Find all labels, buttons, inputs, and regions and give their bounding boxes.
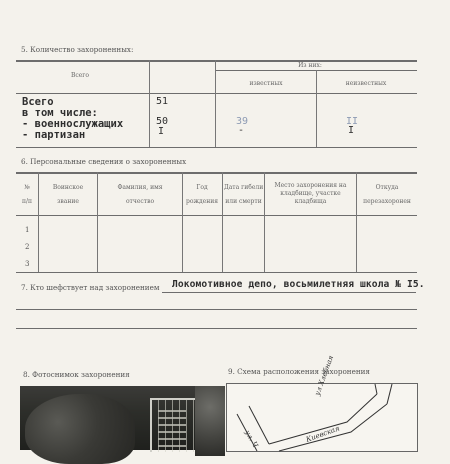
unknown-partisans: I xyxy=(348,125,355,136)
col-burial-place xyxy=(266,182,355,206)
col-death-date-l2: или смерти xyxy=(225,198,262,206)
col-reburied-from-l2: перезахоронен xyxy=(363,198,411,206)
street-label-kievskaya: Киевская xyxy=(304,424,341,444)
header-of-them: Из них: xyxy=(298,62,322,69)
section7-line-2 xyxy=(16,309,417,310)
header-total: Всего xyxy=(70,72,90,79)
col-birth-year xyxy=(183,184,221,206)
row-number-1: 1 xyxy=(25,226,30,234)
street-label-khlebnaya: ул Хлебная xyxy=(313,354,336,397)
col-death-date-l1: Дата гибели xyxy=(223,184,264,191)
col-fullname xyxy=(99,184,181,206)
col-fullname-l1: Фамилия, имя xyxy=(117,184,163,191)
photo-fence xyxy=(158,410,186,448)
col-birth-year-l1: Год xyxy=(196,184,208,191)
col-number xyxy=(18,184,36,206)
header-unknown: неизвестных xyxy=(345,80,387,87)
unknown-servicemen: II xyxy=(346,116,359,127)
table5-top-border xyxy=(16,60,417,62)
col-burial-place-l3: кладбища xyxy=(294,198,327,206)
col-burial-place-l1: Место захоронения на xyxy=(274,182,347,189)
col-rank xyxy=(40,184,96,206)
total-servicemen: 50 xyxy=(156,116,169,127)
row-label-partisans: - партизан xyxy=(22,129,86,142)
scheme-road-top-b xyxy=(387,384,392,404)
section7-patron-value: Локомотивное депо, восьмилетняя школа № I5. xyxy=(172,279,425,290)
row-label-total: Всего xyxy=(22,96,54,108)
table5-col-divider-1 xyxy=(149,60,150,147)
col-reburied-from xyxy=(357,184,417,206)
col-reburied-from-l1: Откуда xyxy=(375,184,399,191)
known-servicemen: 39 xyxy=(236,116,249,127)
col-number-l2: п/п xyxy=(21,198,33,206)
table6-col-divider-2 xyxy=(97,172,98,272)
section5-title: 5. Количество захороненных: xyxy=(21,45,134,54)
burial-photo xyxy=(20,386,216,450)
row-labels xyxy=(22,97,123,141)
total-partisans: I xyxy=(158,126,165,137)
col-rank-l1: Воинское xyxy=(52,184,84,191)
table6-bottom-border xyxy=(16,272,417,273)
street-label-ul-ch: ул. Ч xyxy=(243,429,260,449)
photo-tree-right xyxy=(195,386,225,456)
table5-bottom-border xyxy=(16,147,417,148)
table5-col-divider-2 xyxy=(215,60,216,147)
photo-tree-left xyxy=(25,394,135,464)
scheme-road-top-a xyxy=(375,384,377,394)
col-death-date xyxy=(223,184,264,206)
table6-col-divider-5 xyxy=(264,172,265,272)
table6-col-divider-1 xyxy=(38,172,39,272)
section7-line-3 xyxy=(16,328,417,329)
col-burial-place-l2: кладбище, участке xyxy=(280,190,341,198)
section8-title: 8. Фотоснимок захоронения xyxy=(23,370,130,379)
row-label-including: в том числе: xyxy=(22,107,98,120)
row-number-2: 2 xyxy=(25,243,30,251)
col-birth-year-l2: рождения xyxy=(185,198,218,206)
col-rank-l2: звание xyxy=(57,198,79,206)
table5-header-bottom xyxy=(16,93,417,94)
row-label-servicemen: - военнослужащих xyxy=(22,118,124,131)
known-partisans: - xyxy=(238,125,245,136)
section6-title: 6. Персональные сведения о захороненных xyxy=(21,157,187,166)
total-all: 51 xyxy=(156,96,169,107)
table5-col-divider-3 xyxy=(316,70,317,147)
row-number-3: 3 xyxy=(25,260,30,268)
section9-title: 9. Схема расположения захоронения xyxy=(228,367,370,376)
col-number-l1: № xyxy=(24,184,30,191)
header-known: известных xyxy=(249,80,283,87)
col-fullname-l2: отчество xyxy=(125,198,155,206)
section7-label: 7. Кто шефствует над захоронением xyxy=(21,283,160,292)
section7-line-1 xyxy=(162,292,416,293)
